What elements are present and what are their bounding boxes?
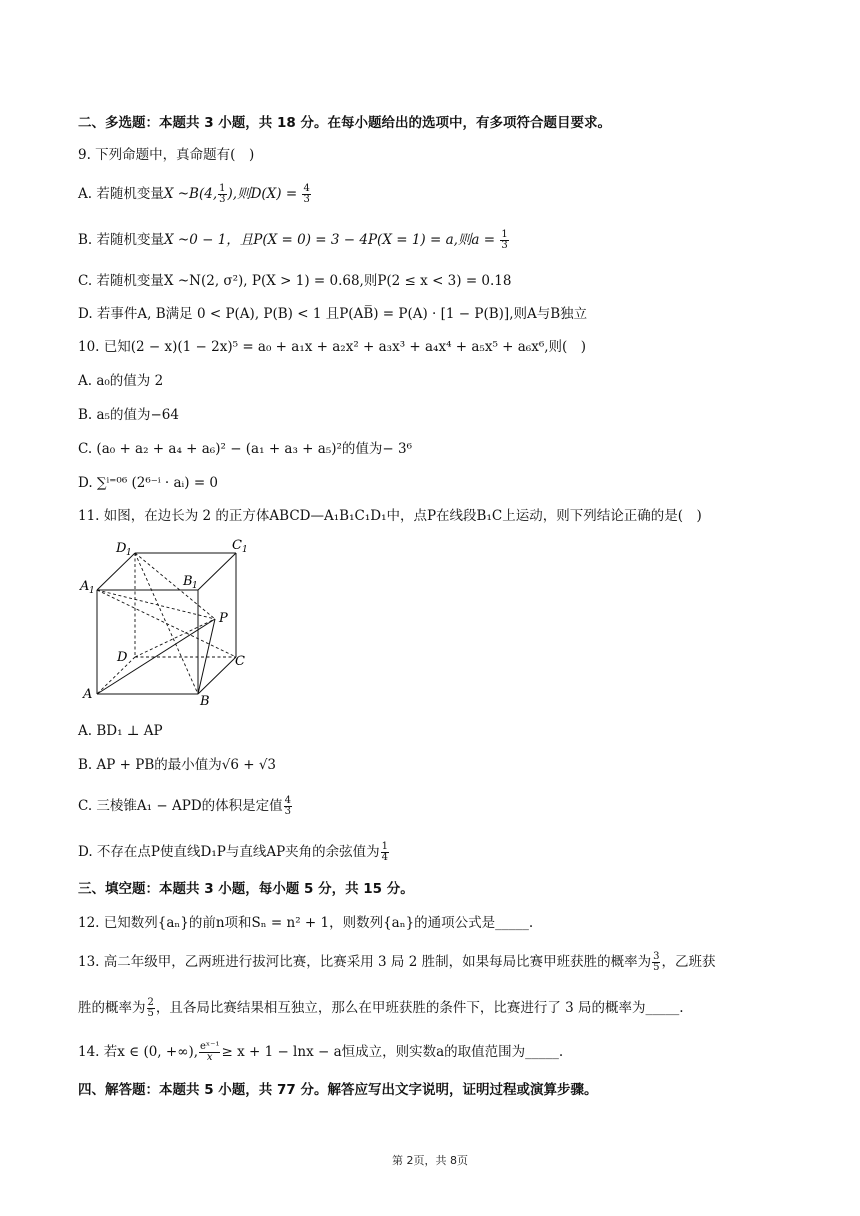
label-c1: C — [232, 538, 242, 553]
q11-option-a: A. BD₁ ⊥ AP — [78, 723, 163, 739]
q11-stem: 11. 如图，在边长为 2 的正方体ABCD—A₁B₁C₁D₁中，点P在线段B₁C上运动，则下列结论正确的是( ) — [78, 508, 702, 524]
label-b1: B — [183, 574, 193, 589]
q13-line-1: 13. 高二年级甲，乙两班进行拔河比赛，比赛采用 3 局 2 胜制，如果每局比赛甲班获胜的概率为 $\frac{3}{5}$ ，乙班获 — [78, 951, 716, 973]
label-c: C — [235, 654, 245, 669]
svg-text:1: 1 — [192, 581, 198, 591]
q9-option-a: A. 若随机变量X ~B(4, $\frac{1}{3}$ ),则D(X) = $\frac{4}{3}$ — [78, 183, 310, 205]
q10-option-c: C. (a₀ + a₂ + a₄ + a₆)² − (a₁ + a₃ + a₅)²的值为− 3⁶ — [78, 441, 413, 457]
q11-option-b: B. AP + PB的最小值为√6 + √3 — [78, 757, 277, 773]
q9-option-c: C. 若随机变量X ~N(2, σ²), P(X > 1) = 0.68,则P(2 ≤ x < 3) = 0.18 — [78, 273, 512, 289]
label-b: B — [200, 694, 210, 707]
label-a1: A — [80, 579, 90, 594]
q10-option-b: B. a₅的值为−64 — [78, 407, 179, 423]
label-d: D — [117, 650, 128, 665]
label-d1: D — [116, 541, 127, 556]
cube-figure — [78, 535, 258, 707]
svg-text:1: 1 — [89, 586, 95, 596]
q9-option-d: D. 若事件A, B满足 0 < P(A), P(B) < 1 且P(AB̅) = P(A) · [1 − P(B)],则A与B独立 — [78, 306, 588, 322]
q14: 14. 若x ∈ (0, +∞), $\frac{\text{eˣ⁻¹}}{x}$ ≥ x + 1 − lnx − a恒成立，则实数a的取值范围为_____. — [78, 1041, 564, 1063]
section-4-title: 四、解答题：本题共 5 小题，共 77 分。解答应写出文字说明，证明过程或演算步骤。 — [78, 1082, 598, 1098]
q11-option-d: D. 不存在点P使直线D₁P与直线AP夹角的余弦值为 $\frac{1}{4}$ — [78, 841, 389, 863]
section-3-title: 三、填空题：本题共 3 小题，每小题 5 分，共 15 分。 — [78, 881, 414, 897]
q9-stem: 9. 下列命题中，真命题有( ) — [78, 147, 255, 163]
cube-vertex-labels — [79, 538, 248, 707]
section-2-title: 二、多选题：本题共 3 小题，共 18 分。在每小题给出的选项中，有多项符合题目要求。 — [78, 115, 611, 131]
label-a: A — [83, 687, 93, 702]
q10-option-d: D. ∑ⁱ⁼⁰⁶ (2⁶⁻ⁱ · aᵢ) = 0 — [78, 475, 219, 491]
q10-stem: 10. 已知(2 − x)(1 − 2x)⁵ = a₀ + a₁x + a₂x² + a₃x³ + a₄x⁴ + a₅x⁵ + a₆x⁶,则( ) — [78, 339, 587, 355]
q12: 12. 已知数列{aₙ}的前n项和Sₙ = n² + 1，则数列{aₙ}的通项公式是_____. — [78, 915, 534, 931]
q11-option-c: C. 三棱锥A₁ − APD的体积是定值 $\frac{4}{3}$ — [78, 795, 292, 817]
q9-option-b: B. 若随机变量X ~0 − 1，且P(X = 0) = 3 − 4P(X = 1) = a,则a = $\frac{1}{3}$ — [78, 229, 508, 251]
page-footer: 第 2页，共 8页 — [392, 1154, 468, 1167]
svg-text:1: 1 — [126, 548, 132, 558]
label-p: P — [219, 611, 228, 626]
q13-line-2: 胜的概率为 $\frac{2}{5}$ ，且各局比赛结果相互独立，那么在甲班获胜的条件下，比赛进行了 3 局的概率为_____. — [78, 997, 684, 1019]
svg-text:1: 1 — [242, 545, 248, 555]
q10-option-a: A. a₀的值为 2 — [78, 373, 164, 389]
